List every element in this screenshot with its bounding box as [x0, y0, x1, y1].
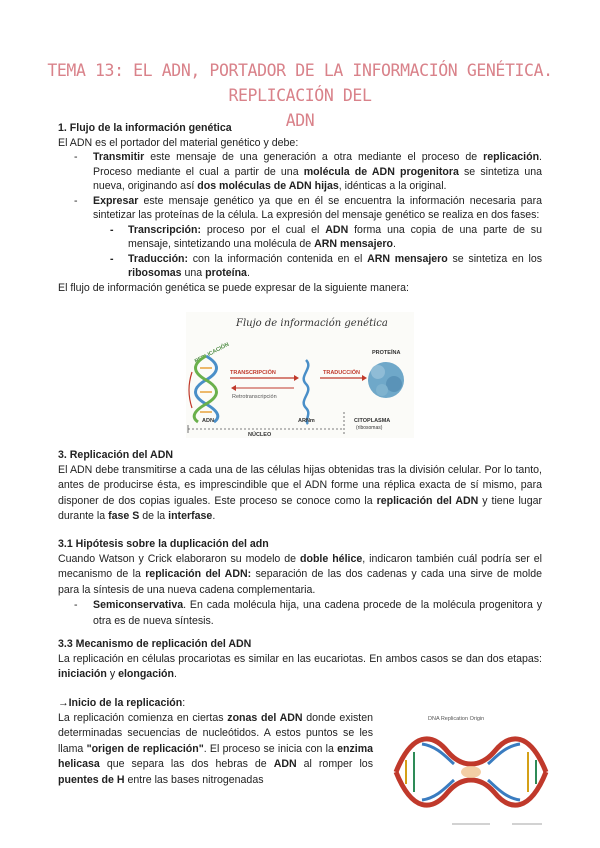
section-3-3-heading: 3.3 Mecanismo de replicación del ADN [58, 638, 252, 650]
replication-origin-diagram [392, 712, 550, 842]
bullet-expresar: - Expresar este mensaje genético ya que en él se encuentra la información necesaria para sintetizar las proteínas de la célula. La expresión del mensaje genético se realiza en dos fases: [58, 194, 542, 223]
section-3-1-heading: 3.1 Hipótesis sobre la duplicación del adn [58, 538, 269, 550]
title-line-2: ADN [285, 111, 315, 130]
figure-genetic-flow [186, 312, 414, 438]
section-inicio [58, 696, 373, 788]
figure-replication-origin [392, 712, 550, 842]
fig1-arnm: ARNm [298, 418, 315, 424]
bullet-transmitir: - Transmitir este mensaje de una generación a otra mediante el proceso de replicación. Proceso mediante el cual a partir de una molécula de ADN progenitora se sintetiza una nueva, originando así dos moléculas de ADN hijas, idénticas a la original. [58, 150, 542, 194]
fig1-ribosomas: (ribosomas) [356, 425, 383, 431]
protein-icon [368, 362, 404, 398]
section-3-heading: 3. Replicación del ADN [58, 449, 173, 461]
dna-helix-icon [194, 356, 218, 422]
section-3 [58, 448, 542, 525]
section-1-intro: El ADN es el portador del material genético y debe: [58, 136, 299, 149]
fig1-citoplasma: CITOPLASMA [354, 418, 391, 424]
section-3-paragraph: El ADN debe transmitirse a cada una de las células hijas obtenidas tras la división celular. Por lo tanto, antes de producirse ésta, es imprescindible que el ADN forme una réplica exacta de sí mismo, para disponer de dos copias iguales. Este proceso se conoce como la replicación del ADN y tiene lugar durante la fase S de la interfase. [58, 463, 542, 522]
fig1-retro: Retrotranscripción [232, 394, 277, 400]
bullet-semiconservativa: - Semiconservativa. En cada molécula hija, una cadena procede de la molécula progenitora y otra es de nueva síntesis. [58, 598, 542, 629]
section-1 [58, 121, 542, 295]
fig1-replicacion: REPLICACIÓN [193, 341, 231, 365]
fig2-caption: DNA Replication Origin [428, 716, 485, 722]
title-line-1: TEMA 13: EL ADN, PORTADOR DE LA INFORMACIÓN GENÉTICA. REPLICACIÓN DEL [47, 61, 553, 105]
section-1-outro: El flujo de información genética se puede expresar de la siguiente manera: [58, 281, 409, 294]
section-3-3 [58, 637, 542, 683]
mrna-strand-icon [304, 360, 309, 424]
section-1-heading: 1. Flujo de la información genética [58, 122, 232, 134]
section-3-3-paragraph: La replicación en células procariotas es similar en las eucariotas. En ambos casos se dan dos etapas: iniciación y elongación. [58, 652, 542, 680]
inicio-heading: →Inicio de la replicación: [58, 697, 186, 709]
section-3-1-paragraph: Cuando Watson y Crick elaboraron su modelo de doble hélice, indicaron también cuál podría ser el mecanismo de la replicación del ADN: separación de las dos cadenas y cada una sirve de molde para la síntesis de una nueva cadena complementaria. [58, 552, 543, 596]
fig1-transcripcion: TRANSCRIPCIÓN [230, 370, 276, 376]
inicio-paragraph: La replicación comienza en ciertas zonas del ADN donde existen determinadas secuencias de nucleótidos. A estos puntos se les llama "origen de replicación". El proceso se inicia con la enzima helicasa que separa las dos hebras de ADN al romper los puentes de H entre las bases nitrogenadas [58, 711, 374, 786]
fig1-proteina: PROTEÍNA [372, 350, 401, 356]
dna-bubble-icon [396, 739, 546, 805]
genetic-flow-diagram [186, 312, 414, 438]
fig1-adn: ADN [202, 418, 214, 424]
fig1-traduccion: TRADUCCIÓN [323, 370, 360, 376]
subbullet-traduccion: - Traducción: con la información contenida en el ARN mensajero se sintetiza en los ribosomas una proteína. [58, 252, 542, 281]
subbullet-transcripcion: - Transcripción: proceso por el cual el ADN forma una copia de una parte de su mensaje, sintetizando una molécula de ARN mensajero. [58, 223, 542, 252]
fig1-nucleo: NÚCLEO [248, 432, 272, 438]
fig1-title: Flujo de información genética [236, 318, 388, 329]
section-3-1 [58, 537, 542, 629]
replication-arrow-icon [189, 372, 192, 408]
